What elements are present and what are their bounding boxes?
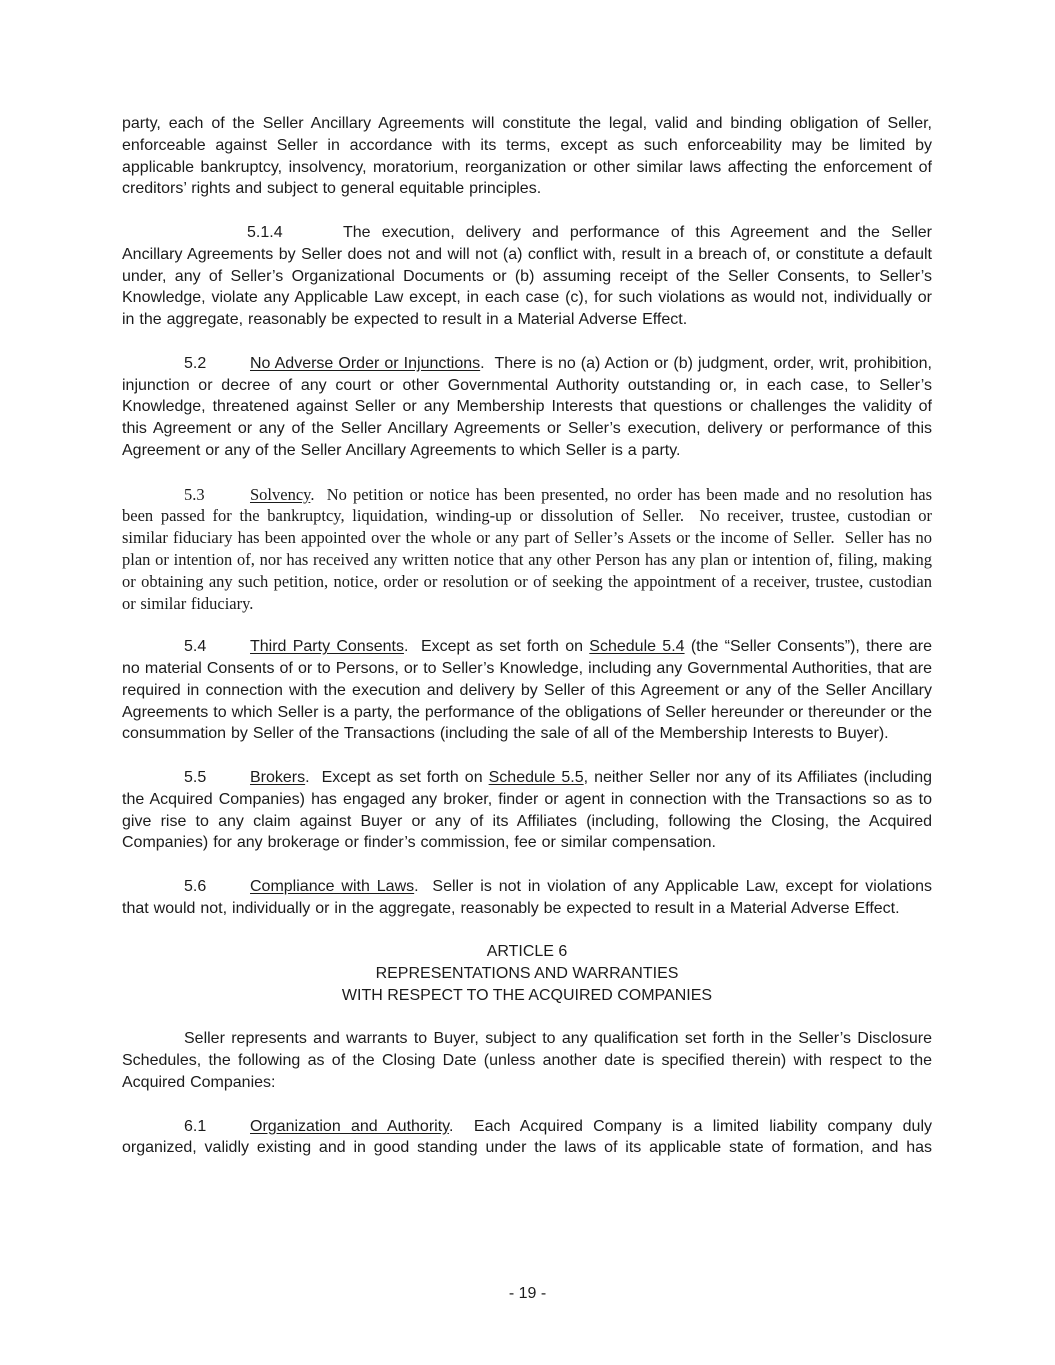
section-5-1-4 xyxy=(122,222,932,331)
body-text: party, each of the Seller Ancillary Agreements will constitute the legal, valid and binding obligation of Seller, enforceable against Seller in accordance with its terms, except as such enforceability may be limited by applicable bankruptcy, insolvency, moratorium, reorganization or other similar laws affecting the enforcement of creditors’ rights and subject to general equitable principles. xyxy=(122,115,932,198)
section-6-1 xyxy=(122,1116,932,1160)
underlined-reference: Schedule 5.5 xyxy=(488,768,584,786)
body-text: The execution, delivery and performance of this Agreement and the Seller Ancillary Agreements by Seller does not and will not (a) conflict with, result in a breach of, or constitute a default under, any of Seller’s Organizational Documents or (b) assuming receipt of the Seller Consents, to Seller’s Knowledge, violate any Applicable Law except, in each case (c), for such violations as would not, individually or in the aggregate, reasonably be expected to result in a Material Adverse Effect. xyxy=(122,223,932,329)
body-text: . Each Acquired Company is a limited liability company duly organized, validly existing and in good standing under the laws of its applicable state of formation, and has xyxy=(122,1117,932,1157)
section-heading: Compliance with Laws xyxy=(250,877,415,895)
article-heading-line: WITH RESPECT TO THE ACQUIRED COMPANIES xyxy=(341,986,713,1004)
body-text: . Seller is not in violation of any Applicable Law, except for violations that would not, individually or in the aggregate, reasonably be expected to result in a Material Adverse Effect. xyxy=(122,877,932,917)
paragraph-continuation xyxy=(122,113,932,200)
section-heading: Solvency xyxy=(250,484,311,504)
section-5-5 xyxy=(122,767,932,854)
section-number: 6.1 xyxy=(184,1117,207,1135)
document-body xyxy=(122,113,932,1159)
body-text: . Except as set forth on xyxy=(403,638,590,656)
body-text: (the “Seller Consents”), there are no material Consents of or to Persons, or to Seller’s Knowledge, including any Governmental Authorities, that are required in connection with the execution and delivery by Seller of this Agreement or any of the Seller Ancillary Agreements to which Seller is a party, the performance of the obligations of Seller hereunder or thereunder or the consummation by Seller of the Transactions (including the sale of all of the Membership Interests to Buyer). xyxy=(122,638,933,743)
underlined-reference: Schedule 5.4 xyxy=(589,638,685,656)
section-number: 5.5 xyxy=(184,768,207,786)
body-text: , neither Seller nor any of its Affiliates (including the Acquired Companies) has engaged any broker, finder or agent in connection with the Transactions so as to give rise to any claim against Buyer or any of its Affiliates (including, following the Closing, the Acquired Companies) for any brokerage or finder’s commission, fee or similar compensation. xyxy=(122,768,933,852)
section-heading: Third Party Consents xyxy=(250,638,404,656)
article-heading-line: REPRESENTATIONS AND WARRANTIES xyxy=(375,965,679,983)
body-text: Seller represents and warrants to Buyer, subject to any qualification set forth in the Seller’s Disclosure Schedules, the following as of the Closing Date (unless another date is specified therein) with respect to the Acquired Companies: xyxy=(122,1030,932,1092)
section-number: 5.3 xyxy=(184,484,205,504)
section-5-6 xyxy=(122,876,932,920)
section-number: 5.6 xyxy=(184,877,207,895)
page-number: - 19 - xyxy=(508,1285,547,1302)
section-5-3 xyxy=(122,484,932,615)
article-6-intro xyxy=(122,1028,932,1093)
section-5-2 xyxy=(122,353,932,462)
article-heading-line: ARTICLE 6 xyxy=(486,943,568,961)
body-text: . Except as set forth on xyxy=(305,768,489,786)
article-6-heading xyxy=(122,941,932,1006)
body-text: . No petition or notice has been presented, no order has been made and no resolution has been passed for the bankruptcy, liquidation, winding-up or dissolution of Seller. No receiver, trustee, custodian or similar fiduciary has been appointed over the whole or any part of Seller’s Assets or the income of Seller. Seller has no plan or intention of, nor has received any written notice that any other Person has any plan or intention of, filing, making or obtaining any such petition, notice, order or resolution or of seeking the appointment of a receiver, trustee, custodian or similar fiduciary. xyxy=(122,484,932,613)
section-number: 5.1.4 xyxy=(247,223,283,241)
section-number: 5.2 xyxy=(184,354,207,372)
section-5-4 xyxy=(122,636,932,745)
body-text: . There is no (a) Action or (b) judgment, order, writ, prohibition, injunction or decree of any court or other Governmental Authority outstanding or, in each case, to Seller’s Knowledge, threatened against Seller or any Membership Interests that questions or challenges the validity of this Agreement or any of the Seller Ancillary Agreements or Seller’s execution, delivery or performance of this Agreement or any of the Seller Ancillary Agreements to which Seller is a party. xyxy=(122,354,932,459)
section-heading: No Adverse Order or Injunctions xyxy=(250,354,481,372)
section-number: 5.4 xyxy=(184,638,207,656)
section-heading: Brokers xyxy=(250,768,306,786)
section-heading: Organization and Authority xyxy=(250,1117,449,1135)
